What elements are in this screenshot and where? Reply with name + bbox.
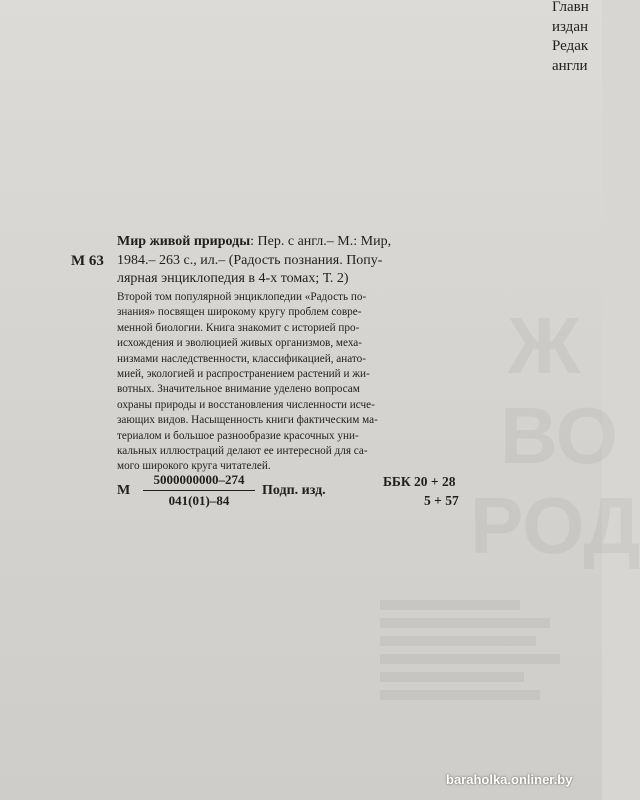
annotation-line: мого широкого круга читателей. bbox=[117, 460, 271, 473]
show-through-text: РОД bbox=[470, 481, 640, 570]
fragment-line: издан bbox=[552, 18, 588, 35]
index-letter: М bbox=[117, 483, 131, 498]
fragment-line: англи bbox=[552, 57, 588, 74]
bbk-line: ББК 20 + 28 bbox=[383, 474, 456, 489]
title-line bbox=[117, 233, 391, 252]
catalog-code: М 63 bbox=[71, 253, 104, 269]
annotation-line: низмами наследственности, классификацией, анато- bbox=[117, 352, 366, 365]
book-title: Мир живой природы bbox=[117, 234, 251, 249]
annotation-line: зающих видов. Насыщенность книги фактическим ма- bbox=[117, 414, 378, 427]
title-line: 1984.– 263 с., ил.– (Радость познания. Попу- bbox=[117, 252, 383, 268]
annotation-line: Второй том популярной энциклопедии «Радость по- bbox=[117, 291, 367, 303]
show-through-text: ВО bbox=[500, 391, 619, 480]
fragment-line: Редак bbox=[552, 38, 589, 54]
annotation bbox=[117, 290, 477, 475]
index-numerator: 5000000000–274 bbox=[153, 472, 245, 487]
annotation-line: мией, экологией и распространением растений и жи- bbox=[117, 368, 370, 381]
subscription-label: Подп. изд. bbox=[262, 483, 326, 498]
annotation-line: знания» посвящен широкому кругу проблем совре- bbox=[117, 306, 362, 319]
watermark: baraholka.onliner.by bbox=[446, 772, 573, 787]
bbk-line: 5 + 57 bbox=[424, 493, 459, 508]
annotation-line: исхождения и эволюцией живых организмов, меха- bbox=[117, 337, 362, 350]
top-right-fragments bbox=[552, 0, 589, 76]
title-rest: : Пер. с англ.– М.: Мир, bbox=[250, 234, 392, 249]
bibliographic-entry bbox=[117, 233, 391, 289]
show-through-text: Ж bbox=[508, 301, 581, 390]
annotation-line: охраны природы и восстановления численности исче- bbox=[117, 398, 375, 411]
index-denominator: 041(01)–84 bbox=[168, 493, 230, 508]
title-line: лярная энциклопедия в 4-х томах; Т. 2) bbox=[117, 271, 349, 286]
show-through-lines bbox=[380, 600, 580, 708]
fragment-line: Главн bbox=[552, 0, 589, 15]
annotation-line: вотных. Значительное внимание уделено вопросам bbox=[117, 383, 360, 396]
annotation-line: кальных иллюстраций делают ее интересной для са- bbox=[117, 445, 368, 458]
annotation-line: териалом и большое разнообразие красочных уни- bbox=[117, 429, 359, 442]
index-fraction bbox=[143, 472, 255, 509]
bbk-code bbox=[383, 472, 459, 510]
annotation-line: менной биологии. Книга знакомит с историей про- bbox=[117, 321, 360, 334]
